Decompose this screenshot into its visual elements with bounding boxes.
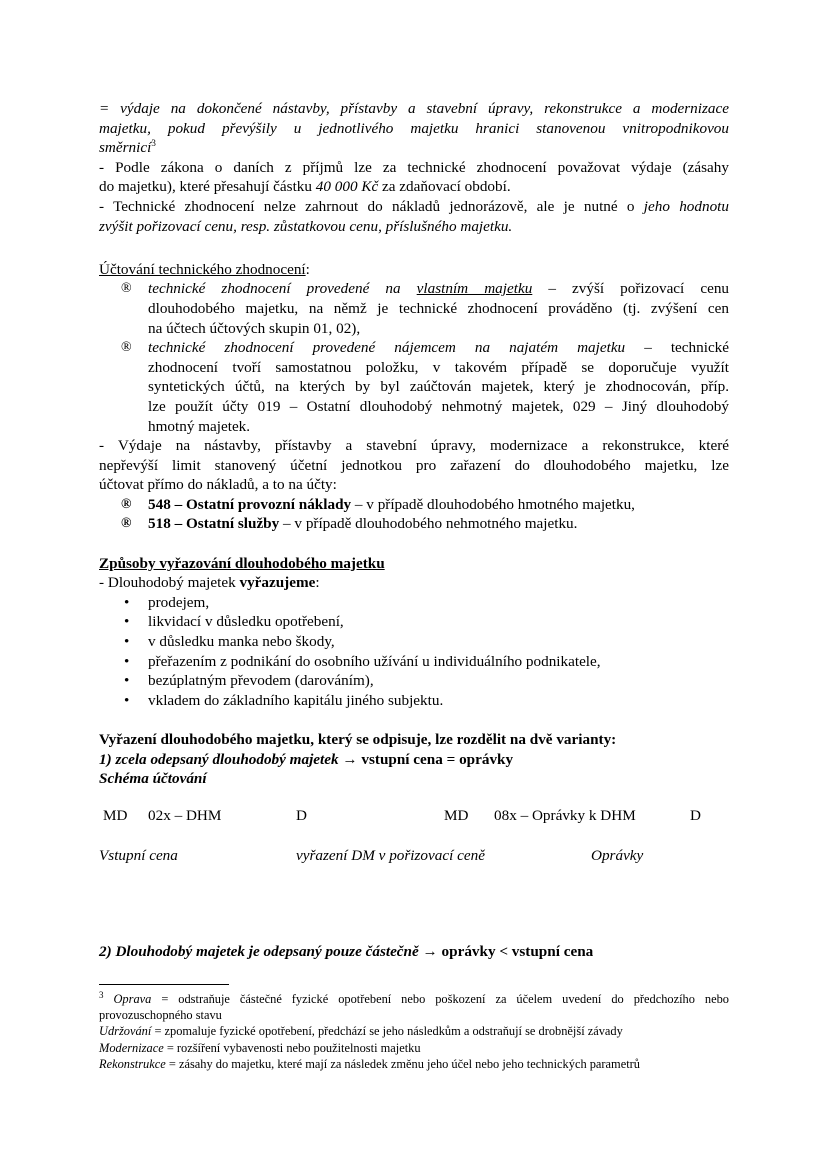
list-item: • prodejem, — [124, 593, 210, 611]
bullet-icon: • — [124, 593, 130, 611]
bullet-icon: • — [124, 672, 130, 690]
variant-heading: 2) Dlouhodobý majetek je odepsaný pouze částečně → oprávky < vstupní cena — [99, 942, 594, 960]
account-md-label: MD — [444, 806, 469, 824]
paragraph-line: účtovat přímo do nákladů, a to na účty: — [99, 476, 337, 494]
t-account-row — [99, 806, 729, 826]
section-heading: Způsoby vyřazování dlouhodobého majetku — [99, 554, 385, 572]
section-heading: Vyřazení dlouhodobého majetku, který se odpisuje, lze rozdělit na dvě varianty: — [99, 731, 617, 748]
label-disposal: vyřazení DM v pořizovací ceně — [296, 846, 485, 864]
registered-mark-icon: ® — [121, 496, 132, 512]
account-md-label: MD — [103, 806, 128, 824]
definition-line: směrnicí$^3$ — [99, 138, 156, 157]
account-d-label: D — [296, 806, 307, 824]
footnote-reference: 3 — [151, 138, 156, 149]
footnote-line: Udržování = zpomaluje fyzické opotřebení, předchází se jeho následkům a odstraňují se drobnější závady — [99, 1024, 623, 1039]
list-item: • v důsledku manka nebo škody, — [124, 633, 335, 651]
footnotes — [99, 991, 729, 1072]
list-item: ® technické zhodnocení provedené nájemcem na najatém majetku – technické zhodnocení tvoří samostatnou položku, v takovém případě se doporučuje využít syntetických účtů, na kterých by byl zaúčtován majetek, který je zhodnocován, příp. lze použít účty 019 – Ostatní dlouhodobý nehmotný majetek, 029 – Jiný dlouhodobý hmotný majetek. — [121, 339, 730, 435]
t-account-labels — [99, 846, 729, 866]
footnote-line: $^3$ Oprava = odstraňuje částečné fyzické opotřebení nebo poškození za účelem uvedení do předchozího nebo — [99, 989, 730, 1006]
list-item: • přeřazením z podnikání do osobního užívání u individuálního podnikatele, — [124, 652, 601, 670]
paragraph-line: - Výdaje na nástavby, přístavby a stavební úpravy, modernizace a rekonstrukce, které — [99, 437, 729, 455]
registered-mark-icon: ® — [121, 516, 132, 532]
account-item: ® 518 – Ostatní služby – v případě dlouhodobého nehmotného majetku. — [121, 515, 578, 533]
account-name: 02x – DHM — [148, 806, 222, 824]
footnote-separator — [99, 984, 229, 985]
registered-mark-icon: ® — [121, 281, 132, 297]
bullet-icon: • — [124, 691, 130, 709]
section-heading: Účtování technického zhodnocení: — [99, 260, 310, 278]
registered-mark-icon: ® — [121, 340, 132, 356]
footnote-line: Rekonstrukce = zásahy do majetku, které mají za následek změnu jeho účel nebo jeho technických parametrů — [99, 1056, 640, 1071]
footnote-line: Modernizace = rozšíření vybavenosti nebo použitelnosti majetku — [99, 1040, 421, 1055]
bullet-icon: • — [124, 613, 130, 631]
account-d-label: D — [690, 806, 701, 824]
paragraph-line: do majetku), které přesahují částku 40 000 Kč za zdaňovací období. — [99, 178, 511, 196]
list-item: • bezúplatným převodem (darováním), — [124, 672, 374, 690]
list-item: ® technické zhodnocení provedené na vlastním majetku – zvýší pořizovací cenu dlouhodobého majetku, na němž je technické zhodnocení prováděno (tj. zvýšení cen na účtech účtových skupin 01, 02), — [121, 280, 730, 337]
variant-heading: 1) zcela odepsaný dlouhodobý majetek → vstupní cena = oprávky — [99, 750, 514, 768]
definition-line: majetku, pokud převýšily u jednotlivého majetku hranici stanovenou vnitropodnikovou — [99, 119, 729, 137]
document-body — [99, 99, 729, 961]
bullet-icon: • — [124, 652, 130, 670]
paragraph-line: - Technické zhodnocení nelze zahrnout do nákladů jednorázově, ale je nutné o jeho hodnotu — [99, 197, 729, 215]
footnote-line: provozuschopného stavu — [99, 1008, 222, 1023]
list-item: • vkladem do základního kapitálu jiného subjektu. — [124, 691, 444, 709]
paragraph-line: nepřevýší limit stanovený účetní jednotkou pro zařazení do dlouhodobého majetku, lze — [99, 456, 729, 474]
paragraph-line: zvýšit pořizovací cenu, resp. zůstatkovou cenu, příslušného majetku. — [99, 217, 513, 235]
definition-line: = výdaje na dokončené nástavby, přístavby a stavební úpravy, rekonstrukce a modernizace — [99, 100, 729, 117]
schema-title: Schéma účtování — [99, 770, 207, 788]
bullet-icon: • — [124, 633, 130, 651]
list-item: • likvidací v důsledku opotřebení, — [124, 613, 344, 631]
paragraph-line: - Dlouhodobý majetek vyřazujeme: — [99, 574, 320, 592]
label-depreciation: Oprávky — [591, 846, 644, 864]
label-entry-price: Vstupní cena — [99, 846, 178, 864]
account-item: ® 548 – Ostatní provozní náklady – v případě dlouhodobého hmotného majetku, — [121, 495, 635, 513]
account-name: 08x – Oprávky k DHM — [494, 806, 636, 824]
paragraph-line: - Podle zákona o daních z příjmů lze za technické zhodnocení považovat výdaje (zásahy — [99, 158, 729, 176]
